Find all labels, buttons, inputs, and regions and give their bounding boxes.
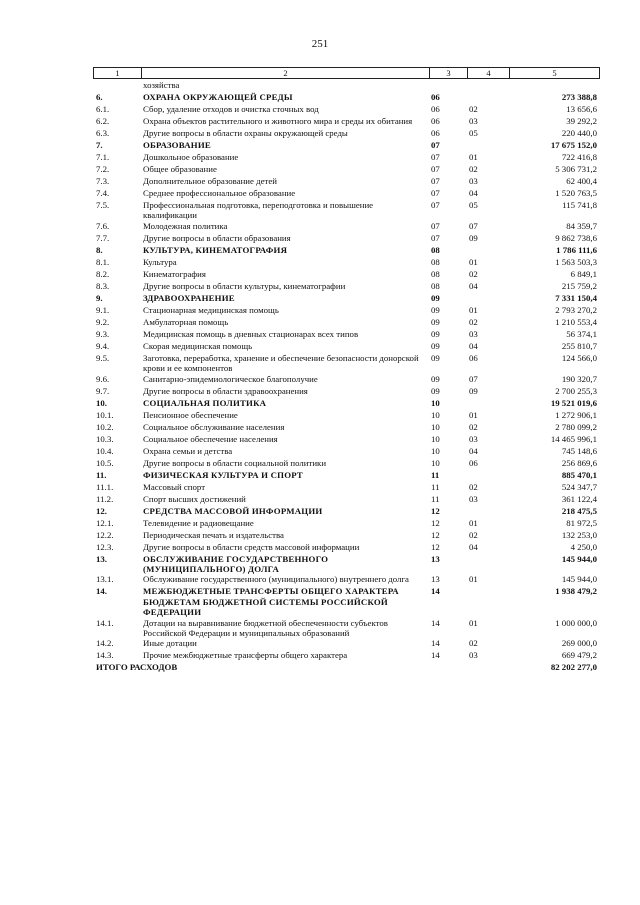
section-code: 10 bbox=[431, 445, 440, 456]
section-code: 14 bbox=[431, 638, 440, 649]
subsection-code: 03 bbox=[469, 650, 478, 661]
subsection-code: 02 bbox=[469, 481, 478, 492]
row-amount: 220 440,0 bbox=[561, 128, 597, 138]
row-name: Другие вопросы в области средств массовой информации bbox=[143, 541, 360, 552]
row-number: 6. bbox=[96, 92, 103, 102]
row-name: Кинематография bbox=[143, 268, 206, 279]
row-name: Дополнительное образование детей bbox=[143, 176, 277, 186]
section-code: 09 bbox=[431, 373, 440, 384]
row-amount: 1 272 906,1 bbox=[555, 409, 597, 420]
section-row bbox=[93, 293, 599, 305]
row-amount: 215 759,2 bbox=[561, 280, 597, 291]
table-row bbox=[93, 494, 599, 506]
row-amount: 6 849,1 bbox=[570, 268, 597, 279]
section-code: 11 bbox=[431, 481, 440, 492]
row-amount: 81 972,5 bbox=[566, 517, 597, 528]
row-amount: 145 944,0 bbox=[561, 553, 597, 564]
section-code: 10 bbox=[431, 397, 440, 408]
subsection-code: 04 bbox=[469, 445, 478, 456]
table-row bbox=[93, 152, 599, 164]
row-number: 7. bbox=[96, 140, 103, 150]
table-row bbox=[93, 542, 599, 554]
table-row bbox=[93, 257, 599, 269]
row-amount: 2 780 099,2 bbox=[555, 421, 597, 432]
table-row bbox=[93, 530, 599, 542]
row-name: Санитарно-эпидемиологическое благополучие bbox=[143, 373, 318, 384]
row-number: 6.3. bbox=[96, 128, 110, 138]
row-name: СРЕДСТВА МАССОВОЙ ИНФОРМАЦИИ bbox=[143, 505, 323, 516]
row-name: ФИЗИЧЕСКАЯ КУЛЬТУРА И СПОРТ bbox=[143, 469, 304, 480]
row-amount: 5 306 731,2 bbox=[555, 164, 597, 174]
table-row bbox=[93, 374, 599, 386]
subsection-code: 01 bbox=[469, 574, 478, 585]
table-row bbox=[93, 422, 599, 434]
table-row bbox=[93, 618, 599, 639]
section-code: 07 bbox=[431, 220, 440, 231]
row-number: 9.4. bbox=[96, 340, 110, 351]
row-number: 9.3. bbox=[96, 328, 110, 339]
section-row bbox=[93, 554, 599, 575]
row-amount: 524 347,7 bbox=[561, 481, 597, 492]
subsection-code: 05 bbox=[469, 128, 478, 138]
row-name: Прочие межбюджетные трансферты общего характера bbox=[143, 650, 348, 661]
section-row bbox=[93, 92, 599, 104]
section-code: 10 bbox=[431, 409, 440, 420]
table-row bbox=[93, 341, 599, 353]
subsection-code: 03 bbox=[469, 493, 478, 504]
table-row bbox=[93, 482, 599, 494]
section-code: 07 bbox=[431, 140, 440, 150]
total-row bbox=[93, 662, 599, 674]
total-spacer bbox=[467, 662, 509, 674]
row-number: 11.1. bbox=[96, 481, 114, 492]
subsection-code: 03 bbox=[469, 116, 478, 126]
row-name: Молодежная политика bbox=[143, 220, 228, 231]
table-row bbox=[93, 353, 599, 374]
table-row bbox=[93, 176, 599, 188]
section-code: 07 bbox=[431, 152, 440, 162]
row-number: 6.2. bbox=[96, 116, 110, 126]
table-row bbox=[93, 434, 599, 446]
table-row bbox=[93, 233, 599, 245]
row-name: МЕЖБЮДЖЕТНЫЕ ТРАНСФЕРТЫ ОБЩЕГО ХАРАКТЕРА БЮДЖЕТАМ БЮДЖЕТНОЙ СИСТЕМЫ РОССИЙСКОЙ ФЕДЕРАЦИИ bbox=[143, 586, 399, 618]
section-code: 10 bbox=[431, 421, 440, 432]
row-number: 12.1. bbox=[96, 517, 114, 528]
section-code: 11 bbox=[431, 493, 440, 504]
row-name: Профессиональная подготовка, переподготовка и повышение квалификации bbox=[143, 200, 374, 221]
subsection-code: 01 bbox=[469, 617, 478, 628]
column-header: 2 bbox=[142, 68, 430, 79]
subsection-code bbox=[467, 506, 509, 518]
row-number: 14.1. bbox=[96, 617, 114, 628]
row-number: 10.4. bbox=[96, 445, 114, 456]
row-amount: 273 388,8 bbox=[561, 92, 597, 102]
row-amount: 84 359,7 bbox=[566, 220, 597, 231]
row-name: Сбор, удаление отходов и очистка сточных вод bbox=[143, 104, 319, 114]
subsection-code bbox=[467, 554, 509, 575]
row-name: Охрана объектов растительного и животного мира и среды их обитания bbox=[143, 116, 413, 126]
continuation-text: хозяйства bbox=[143, 80, 180, 90]
section-row bbox=[93, 140, 599, 152]
row-amount: 1 520 763,5 bbox=[555, 188, 597, 198]
row-name: Спорт высших достижений bbox=[143, 493, 246, 504]
subsection-code bbox=[467, 140, 509, 152]
table-row bbox=[93, 386, 599, 398]
row-amount: 145 944,0 bbox=[561, 574, 597, 585]
subsection-code: 03 bbox=[469, 176, 478, 186]
row-number: 7.6. bbox=[96, 220, 110, 231]
row-number: 6.1. bbox=[96, 104, 110, 114]
row-name: ЗДРАВООХРАНЕНИЕ bbox=[143, 292, 235, 303]
subsection-code: 07 bbox=[469, 373, 478, 384]
section-code: 13 bbox=[431, 553, 440, 564]
row-number: 7.7. bbox=[96, 232, 110, 243]
table-row bbox=[93, 269, 599, 281]
row-name: СОЦИАЛЬНАЯ ПОЛИТИКА bbox=[143, 397, 267, 408]
subsection-code: 02 bbox=[469, 316, 478, 327]
row-number: 9. bbox=[96, 292, 103, 303]
section-code: 12 bbox=[431, 529, 440, 540]
row-number: 10.2. bbox=[96, 421, 114, 432]
row-amount: 14 465 996,1 bbox=[550, 433, 597, 444]
row-number: 9.5. bbox=[96, 352, 110, 363]
row-number: 12. bbox=[96, 505, 107, 516]
section-code: 12 bbox=[431, 541, 440, 552]
total-label: ИТОГО РАСХОДОВ bbox=[96, 662, 178, 673]
row-name: Дотации на выравнивание бюджетной обеспеченности субъектов Российской Федерации и муниципальных образований bbox=[143, 617, 388, 639]
row-name: Другие вопросы в области образования bbox=[143, 232, 291, 243]
table-row bbox=[93, 638, 599, 650]
column-header-table bbox=[93, 67, 600, 79]
section-code: 09 bbox=[431, 316, 440, 327]
row-name: ОБРАЗОВАНИЕ bbox=[143, 140, 211, 150]
table-row bbox=[93, 650, 599, 662]
row-amount: 39 292,2 bbox=[566, 116, 597, 126]
table-row bbox=[93, 116, 599, 128]
row-amount: 4 250,0 bbox=[570, 541, 597, 552]
row-number: 13.1. bbox=[96, 574, 114, 585]
column-header: 5 bbox=[510, 68, 600, 79]
row-name: Телевидение и радиовещание bbox=[143, 517, 254, 528]
table-row bbox=[93, 410, 599, 422]
subsection-code: 09 bbox=[469, 385, 478, 396]
row-number: 14.2. bbox=[96, 638, 114, 649]
subsection-code bbox=[467, 470, 509, 482]
continuation-row bbox=[93, 80, 599, 92]
row-number: 7.3. bbox=[96, 176, 110, 186]
row-amount: 9 862 738,6 bbox=[555, 232, 597, 243]
row-name: Заготовка, переработка, хранение и обеспечение безопасности донорской крови и ее компонентов bbox=[143, 352, 419, 374]
section-code: 09 bbox=[431, 340, 440, 351]
row-amount: 1 210 553,4 bbox=[555, 316, 597, 327]
row-name: Культура bbox=[143, 256, 177, 267]
row-number: 7.5. bbox=[96, 200, 110, 210]
row-name: Другие вопросы в области здравоохранения bbox=[143, 385, 308, 396]
column-header: 4 bbox=[468, 68, 510, 79]
row-name: Общее образование bbox=[143, 164, 217, 174]
row-number: 10.5. bbox=[96, 457, 114, 468]
row-name: КУЛЬТУРА, КИНЕМАТОГРАФИЯ bbox=[143, 244, 288, 255]
table-row bbox=[93, 446, 599, 458]
table-row bbox=[93, 188, 599, 200]
section-code: 06 bbox=[431, 128, 440, 138]
row-amount: 56 374,1 bbox=[566, 328, 597, 339]
section-code: 14 bbox=[431, 650, 440, 661]
subsection-code: 02 bbox=[469, 268, 478, 279]
row-name: Массовый спорт bbox=[143, 481, 206, 492]
row-name: ОБСЛУЖИВАНИЕ ГОСУДАРСТВЕННОГО (МУНИЦИПАЛЬНОГО) ДОЛГА bbox=[143, 553, 329, 575]
table-row bbox=[93, 281, 599, 293]
row-amount: 1 563 503,3 bbox=[555, 256, 597, 267]
total-spacer bbox=[429, 662, 467, 674]
section-row bbox=[93, 470, 599, 482]
subsection-code: 01 bbox=[469, 517, 478, 528]
row-name: Социальное обслуживание населения bbox=[143, 421, 285, 432]
row-number: 13. bbox=[96, 553, 107, 564]
row-name: Другие вопросы в области охраны окружающей среды bbox=[143, 128, 348, 138]
column-header-row bbox=[94, 68, 600, 79]
section-code: 06 bbox=[431, 92, 440, 102]
row-amount: 132 253,0 bbox=[561, 529, 597, 540]
row-number: 10.1. bbox=[96, 409, 114, 420]
row-amount: 115 741,8 bbox=[562, 200, 597, 210]
section-code: 10 bbox=[431, 433, 440, 444]
section-code: 07 bbox=[431, 176, 440, 186]
table-row bbox=[93, 574, 599, 586]
row-number: 7.2. bbox=[96, 164, 110, 174]
section-code: 06 bbox=[431, 116, 440, 126]
section-code: 13 bbox=[431, 574, 440, 585]
row-name: Охрана семьи и детства bbox=[143, 445, 233, 456]
expenditure-table bbox=[93, 80, 599, 674]
row-amount: 1 938 479,2 bbox=[555, 586, 597, 597]
row-number: 14.3. bbox=[96, 650, 114, 661]
section-code: 06 bbox=[431, 104, 440, 114]
row-name: Обслуживание государственного (муниципального) внутреннего долга bbox=[143, 574, 409, 585]
section-code: 08 bbox=[431, 244, 440, 255]
row-name: Другие вопросы в области социальной политики bbox=[143, 457, 327, 468]
row-number: 12.3. bbox=[96, 541, 114, 552]
row-number: 11.2. bbox=[96, 493, 114, 504]
row-amount: 17 675 152,0 bbox=[550, 140, 597, 150]
row-amount: 13 656,6 bbox=[566, 104, 597, 114]
column-header: 1 bbox=[94, 68, 142, 79]
section-code: 08 bbox=[431, 268, 440, 279]
row-name: Среднее профессиональное образование bbox=[143, 188, 296, 198]
row-name: Периодическая печать и издательства bbox=[143, 529, 284, 540]
row-number: 9.6. bbox=[96, 373, 110, 384]
row-amount: 1 786 111,6 bbox=[556, 244, 597, 255]
table-row bbox=[93, 305, 599, 317]
subsection-code: 01 bbox=[469, 409, 478, 420]
section-code: 09 bbox=[431, 385, 440, 396]
table-row bbox=[93, 164, 599, 176]
subsection-code: 01 bbox=[469, 304, 478, 315]
row-number: 8.2. bbox=[96, 268, 110, 279]
subsection-code: 06 bbox=[469, 457, 478, 468]
subsection-code: 02 bbox=[469, 638, 478, 649]
row-amount: 1 000 000,0 bbox=[555, 617, 597, 628]
subsection-code: 06 bbox=[469, 352, 478, 363]
row-name: ОХРАНА ОКРУЖАЮЩЕЙ СРЕДЫ bbox=[143, 92, 293, 102]
subsection-code: 03 bbox=[469, 433, 478, 444]
table-row bbox=[93, 317, 599, 329]
row-number: 8.3. bbox=[96, 280, 110, 291]
row-number: 9.2. bbox=[96, 316, 110, 327]
section-code: 14 bbox=[431, 617, 440, 628]
page-number: 251 bbox=[311, 38, 329, 50]
section-row bbox=[93, 586, 599, 617]
subsection-code: 02 bbox=[469, 529, 478, 540]
section-code: 07 bbox=[431, 232, 440, 243]
row-amount: 19 521 019,6 bbox=[550, 397, 597, 408]
row-number: 8.1. bbox=[96, 256, 110, 267]
row-name: Иные дотации bbox=[143, 638, 197, 649]
table-row bbox=[93, 104, 599, 116]
row-amount: 255 810,7 bbox=[561, 340, 597, 351]
section-code: 12 bbox=[431, 505, 440, 516]
row-amount: 124 566,0 bbox=[561, 352, 597, 363]
table-row bbox=[93, 128, 599, 140]
subsection-code: 07 bbox=[469, 220, 478, 231]
section-code: 07 bbox=[431, 164, 440, 174]
table-row bbox=[93, 458, 599, 470]
row-number: 9.7. bbox=[96, 385, 110, 396]
section-code: 07 bbox=[431, 200, 440, 210]
subsection-code: 01 bbox=[469, 152, 478, 162]
subsection-code bbox=[467, 398, 509, 410]
section-row bbox=[93, 245, 599, 257]
subsection-code bbox=[467, 586, 509, 617]
section-code: 08 bbox=[431, 256, 440, 267]
row-number: 14. bbox=[96, 586, 107, 597]
row-number: 10.3. bbox=[96, 433, 114, 444]
subsection-code: 05 bbox=[469, 200, 478, 210]
row-amount: 62 400,4 bbox=[566, 176, 597, 186]
subsection-code: 02 bbox=[469, 164, 478, 174]
row-number: 11. bbox=[96, 469, 107, 480]
subsection-code: 02 bbox=[469, 104, 478, 114]
row-number: 7.1. bbox=[96, 152, 110, 162]
row-amount: 256 869,6 bbox=[561, 457, 597, 468]
section-code: 08 bbox=[431, 280, 440, 291]
table-row bbox=[93, 329, 599, 341]
row-number: 7.4. bbox=[96, 188, 110, 198]
section-row bbox=[93, 398, 599, 410]
subsection-code: 04 bbox=[469, 188, 478, 198]
section-code: 07 bbox=[431, 188, 440, 198]
subsection-code: 09 bbox=[469, 232, 478, 243]
section-code: 10 bbox=[431, 457, 440, 468]
subsection-code bbox=[467, 92, 509, 104]
table-row bbox=[93, 200, 599, 221]
section-code: 11 bbox=[431, 469, 440, 480]
row-name: Другие вопросы в области культуры, кинематографии bbox=[143, 280, 346, 291]
row-amount: 2 793 270,2 bbox=[555, 304, 597, 315]
row-amount: 218 475,5 bbox=[561, 505, 597, 516]
section-code: 09 bbox=[431, 352, 440, 363]
row-number: 8. bbox=[96, 244, 103, 255]
subsection-code: 04 bbox=[469, 340, 478, 351]
section-code: 14 bbox=[431, 586, 440, 597]
subsection-code: 04 bbox=[469, 541, 478, 552]
column-header: 3 bbox=[430, 68, 468, 79]
row-name: Пенсионное обеспечение bbox=[143, 409, 238, 420]
row-name: Стационарная медицинская помощь bbox=[143, 304, 279, 315]
row-name: Медицинская помощь в дневных стационарах всех типов bbox=[143, 328, 359, 339]
subsection-code: 03 bbox=[469, 328, 478, 339]
row-amount: 722 416,8 bbox=[561, 152, 597, 162]
section-row bbox=[93, 506, 599, 518]
row-number: 12.2. bbox=[96, 529, 114, 540]
subsection-code: 04 bbox=[469, 280, 478, 291]
section-code: 12 bbox=[431, 517, 440, 528]
row-amount: 7 331 150,4 bbox=[555, 292, 597, 303]
total-amount: 82 202 277,0 bbox=[550, 662, 597, 673]
row-amount: 669 479,2 bbox=[561, 650, 597, 661]
row-amount: 745 148,6 bbox=[561, 445, 597, 456]
row-name: Дошкольное образование bbox=[143, 152, 239, 162]
subsection-code bbox=[467, 245, 509, 257]
row-name: Скорая медицинская помощь bbox=[143, 340, 253, 351]
section-code: 09 bbox=[431, 304, 440, 315]
section-code: 09 bbox=[431, 328, 440, 339]
row-amount: 190 320,7 bbox=[561, 373, 597, 384]
row-amount: 361 122,4 bbox=[561, 493, 597, 504]
row-number: 10. bbox=[96, 397, 107, 408]
section-code: 09 bbox=[431, 292, 440, 303]
subsection-code bbox=[467, 293, 509, 305]
row-amount: 2 700 255,3 bbox=[555, 385, 597, 396]
row-name: Социальное обеспечение населения bbox=[143, 433, 278, 444]
table-row bbox=[93, 518, 599, 530]
subsection-code: 01 bbox=[469, 256, 478, 267]
row-amount: 269 000,0 bbox=[561, 638, 597, 649]
table-row bbox=[93, 221, 599, 233]
row-number: 9.1. bbox=[96, 304, 110, 315]
row-amount: 885 470,1 bbox=[561, 469, 597, 480]
row-name: Амбулаторная помощь bbox=[143, 316, 229, 327]
subsection-code: 02 bbox=[469, 421, 478, 432]
